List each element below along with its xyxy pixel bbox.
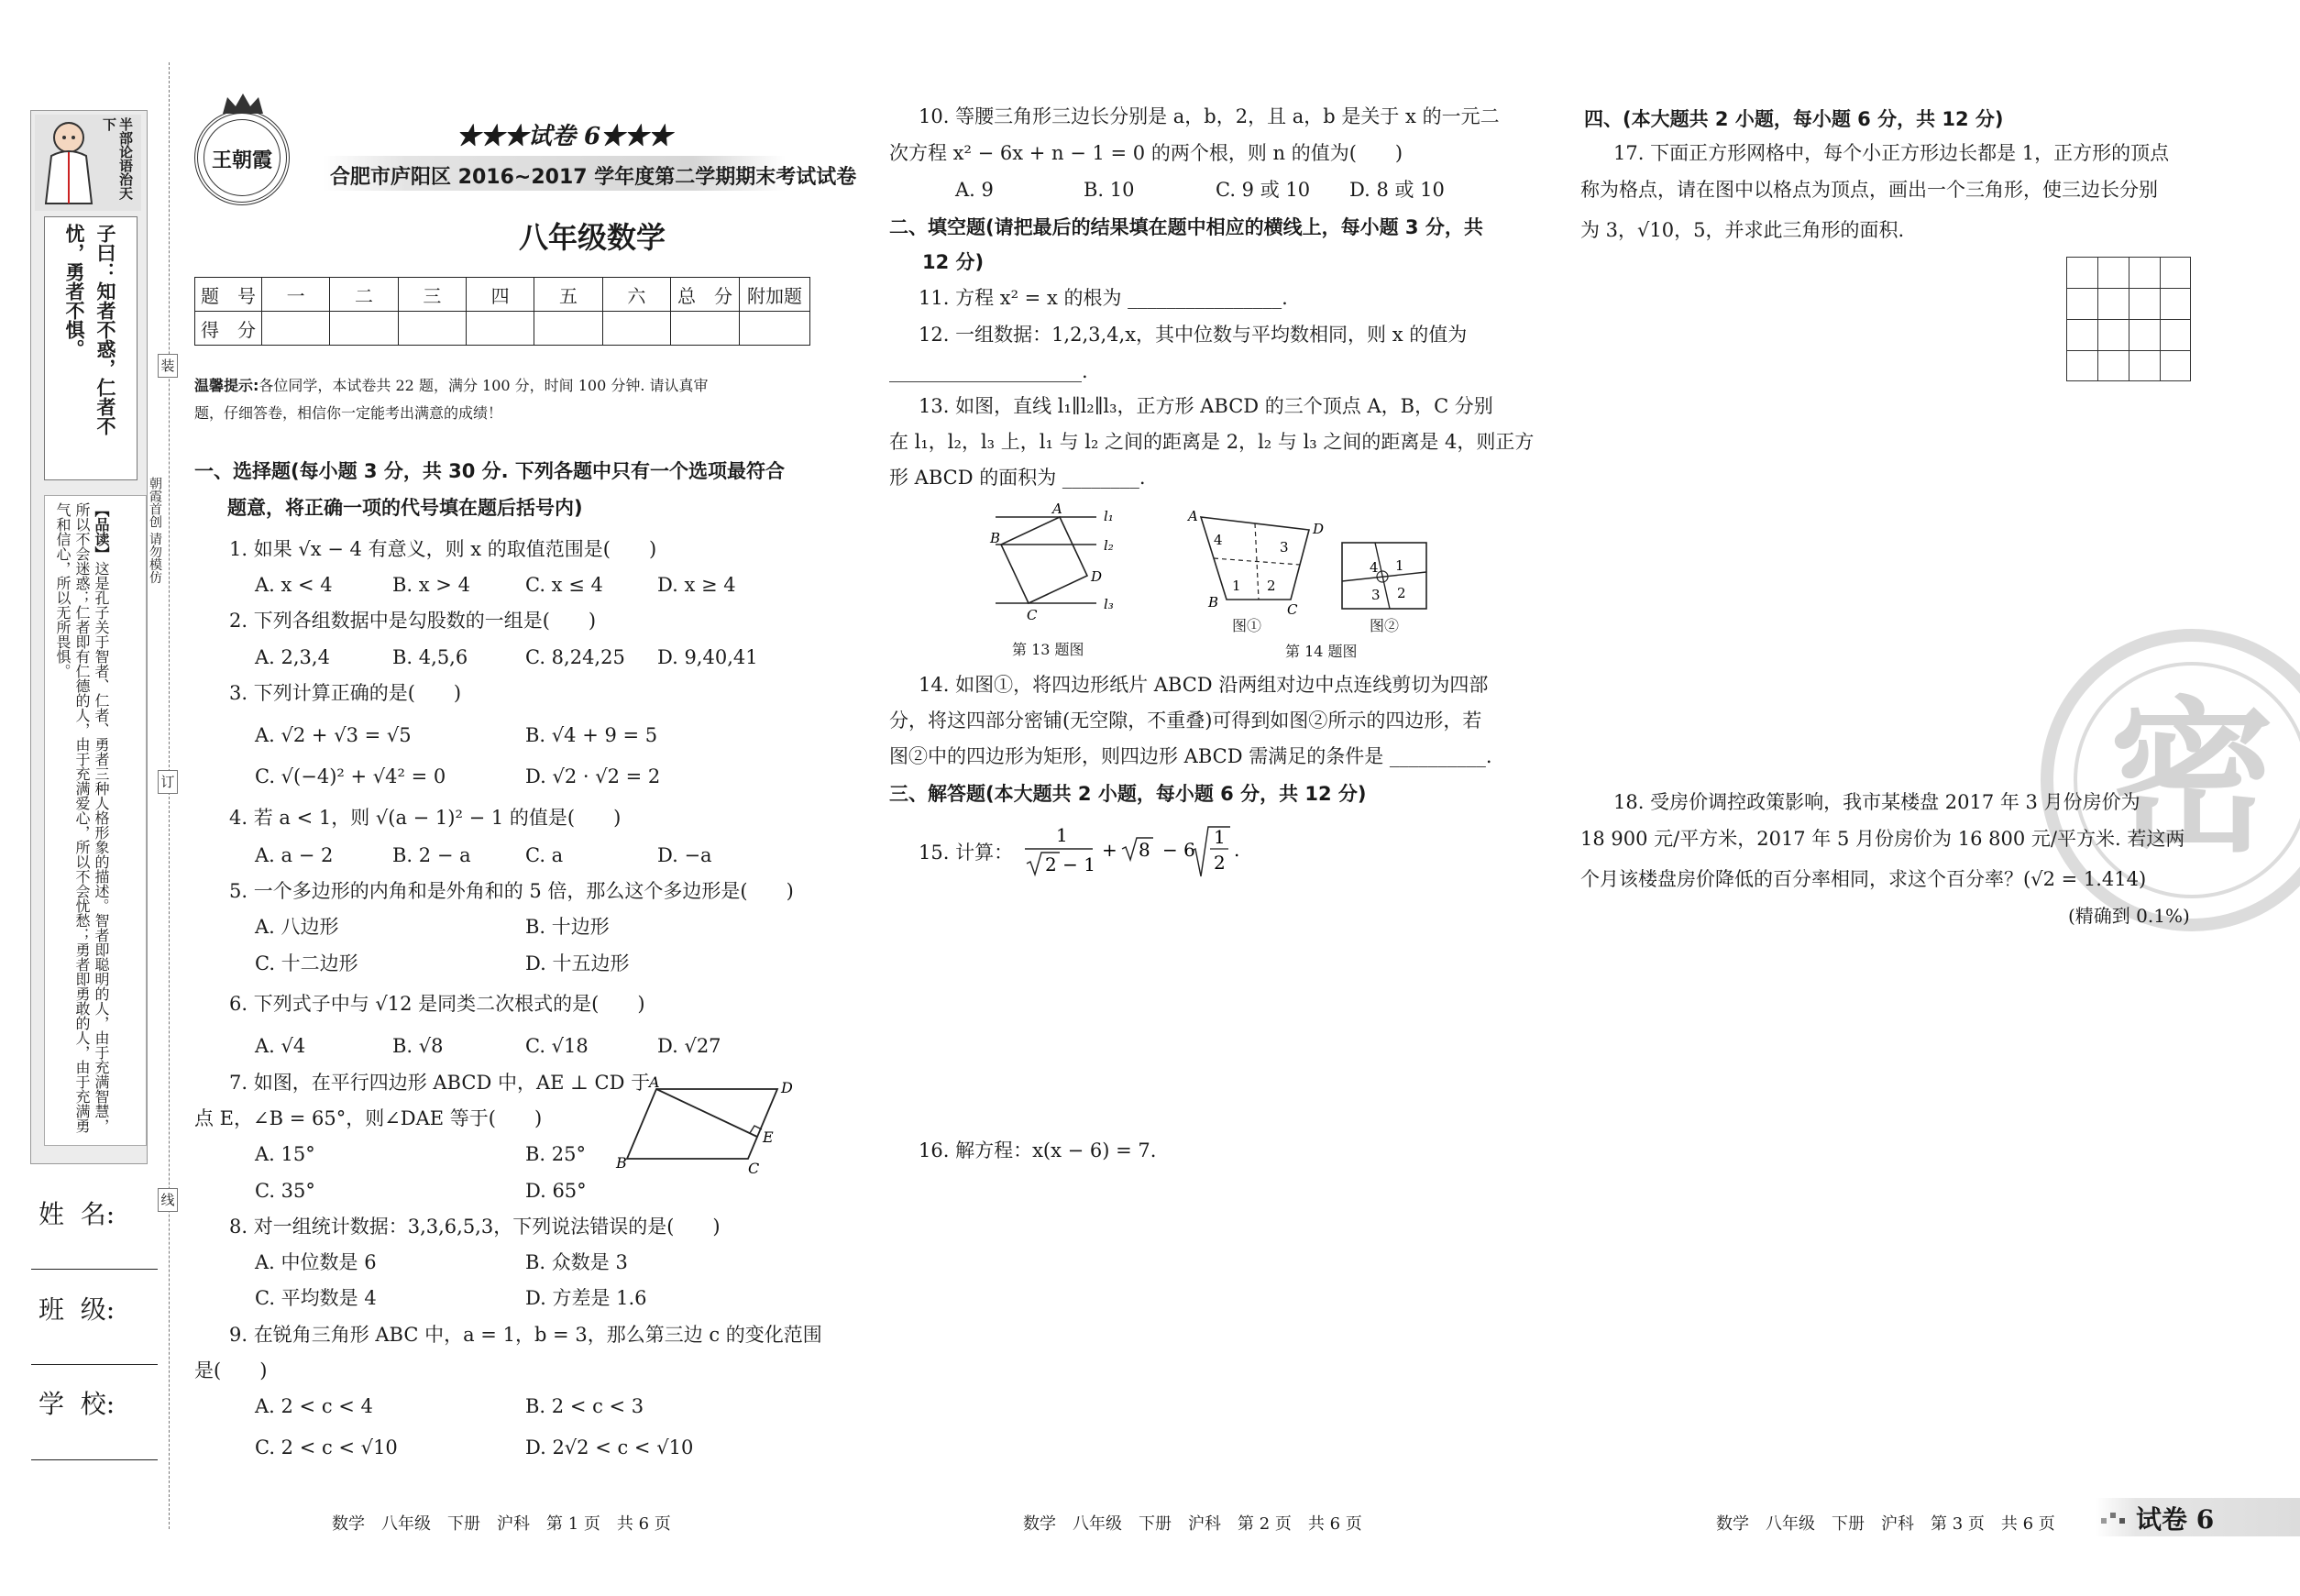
svg-text:1: 1 bbox=[1055, 824, 1068, 846]
q14-line1: 14. 如图①，将四边形纸片 ABCD 沿两组对边中点连线剪切为四部 bbox=[919, 674, 1489, 696]
q7-line1: 7. 如图，在平行四边形 ABCD 中，AE ⊥ CD 于 bbox=[229, 1072, 651, 1094]
q10-opt-c: C. 9 或 10 bbox=[1216, 179, 1311, 201]
q1-opt-c: C. x ≤ 4 bbox=[525, 574, 603, 596]
q7-opt-d: D. 65° bbox=[525, 1180, 587, 1202]
score-header: 五 bbox=[534, 278, 602, 312]
q18-line4: (精确到 0.1%) bbox=[2068, 905, 2190, 927]
q3-opt-a: A. √2 + √3 = √5 bbox=[255, 724, 412, 746]
svg-text:2 − 1: 2 − 1 bbox=[1044, 853, 1095, 875]
q13-line2: 在 l₁，l₂，l₃ 上，l₁ 与 l₂ 之间的距离是 2，l₂ 与 l₃ 之间的距离是 4，则正方 bbox=[889, 431, 1535, 453]
score-table bbox=[194, 277, 810, 346]
q15-expression bbox=[1019, 823, 1267, 880]
q4-opt-d: D. −a bbox=[657, 844, 712, 866]
svg-text:B: B bbox=[990, 530, 1001, 546]
score-cell[interactable] bbox=[398, 312, 466, 346]
score-header: 附加题 bbox=[740, 278, 810, 312]
q10-opt-d: D. 8 或 10 bbox=[1349, 179, 1445, 201]
score-table-score-row bbox=[195, 312, 810, 346]
q10-line1: 10. 等腰三角形三边长分别是 a，b，2，且 a，b 是关于 x 的一元二 bbox=[919, 105, 1500, 127]
q4: 4. 若 a < 1，则 √(a − 1)² − 1 的值是( ) bbox=[229, 807, 622, 829]
q13-line3: 形 ABCD 的面积为 ________. bbox=[889, 467, 1146, 489]
q6: 6. 下列式子中与 √12 是同类二次根式的是( ) bbox=[229, 993, 645, 1015]
q1: 1. 如果 √x − 4 有意义，则 x 的取值范围是( ) bbox=[229, 538, 657, 560]
fig14b-caption: 图② bbox=[1370, 617, 1400, 634]
q14-line2: 分，将这四部分密铺(无空隙，不重叠)可得到如图②所示的四边形，若 bbox=[889, 710, 1482, 732]
svg-text:− 6: − 6 bbox=[1161, 839, 1195, 861]
svg-text:C: C bbox=[748, 1160, 760, 1177]
svg-text:4: 4 bbox=[1370, 559, 1379, 576]
score-cell[interactable] bbox=[262, 312, 330, 346]
q5-opt-a: A. 八边形 bbox=[255, 916, 339, 938]
fig14a-caption: 图① bbox=[1232, 617, 1262, 634]
q4-opt-c: C. a bbox=[525, 844, 564, 866]
q8-opt-b: B. 众数是 3 bbox=[525, 1251, 628, 1273]
svg-text:C: C bbox=[1027, 607, 1038, 623]
secret-stamp-text: 密 bbox=[2108, 683, 2274, 875]
q2-opt-c: C. 8,24,25 bbox=[525, 646, 625, 668]
brand-logo-text: 王朝霞 bbox=[211, 149, 272, 172]
q2-opt-b: B. 4,5,6 bbox=[392, 646, 468, 668]
cut-mark-2: 订 bbox=[158, 770, 178, 794]
class-field[interactable] bbox=[31, 1364, 158, 1365]
q17-line3: 为 3，√10，5，并求此三角形的面积. bbox=[1580, 219, 1905, 241]
score-header: 一 bbox=[262, 278, 330, 312]
q8-opt-d: D. 方差是 1.6 bbox=[525, 1287, 647, 1309]
score-header: 总 分 bbox=[671, 278, 740, 312]
q18-line2: 18 900 元/平方米，2017 年 5 月份房价为 16 800 元/平方米. 若这两 bbox=[1580, 828, 2185, 850]
school-label: 学 校: bbox=[39, 1389, 116, 1419]
q5: 5. 一个多边形的内角和是外角和的 5 倍，那么这个多边形是( ) bbox=[229, 880, 794, 902]
q10-line2: 次方程 x² − 6x + n − 1 = 0 的两个根，则 n 的值为( ) bbox=[889, 142, 1403, 164]
svg-text:A: A bbox=[649, 1076, 660, 1091]
q2: 2. 下列各组数据中是勾股数的一组是( ) bbox=[229, 610, 597, 632]
motto-small: 半部论语治天下 bbox=[101, 117, 134, 200]
q9-opt-d: D. 2√2 < c < √10 bbox=[525, 1436, 694, 1458]
svg-text:2: 2 bbox=[1213, 852, 1226, 874]
cut-line bbox=[169, 62, 170, 1529]
name-label: 姓 名: bbox=[39, 1199, 116, 1229]
crown-icon bbox=[220, 92, 266, 119]
q12-line2: ____________________. bbox=[889, 360, 1088, 382]
q9-opt-c: C. 2 < c < √10 bbox=[255, 1436, 398, 1458]
svg-text:.: . bbox=[1233, 839, 1240, 861]
q5-opt-b: B. 十边形 bbox=[525, 916, 610, 938]
q6-opt-a: A. √4 bbox=[255, 1035, 306, 1057]
commentary-label: 【品读】 bbox=[93, 502, 110, 561]
q9-line2: 是( ) bbox=[194, 1359, 268, 1381]
svg-text:4: 4 bbox=[1214, 532, 1223, 548]
q10-opt-a: A. 9 bbox=[955, 179, 994, 201]
q1-opt-a: A. x < 4 bbox=[255, 574, 333, 596]
confucius-portrait bbox=[39, 116, 99, 207]
q5-opt-c: C. 十二边形 bbox=[255, 952, 358, 974]
footer-page2: 数学 八年级 下册 沪科 第 2 页 共 6 页 bbox=[1023, 1514, 1362, 1534]
q3-opt-c: C. √(−4)² + √4² = 0 bbox=[255, 765, 446, 787]
q1-opt-d: D. x ≥ 4 bbox=[657, 574, 736, 596]
section1-title-2: 题意，将正确一项的代号填在题后括号内) bbox=[227, 497, 583, 519]
q6-opt-d: D. √27 bbox=[657, 1035, 721, 1057]
q8-opt-c: C. 平均数是 4 bbox=[255, 1287, 377, 1309]
score-row-label: 得 分 bbox=[195, 312, 262, 346]
tip-line1 bbox=[194, 372, 709, 400]
svg-text:+: + bbox=[1101, 839, 1117, 861]
section4-title: 四、(本大题共 2 小题，每小题 6 分，共 12 分) bbox=[1584, 108, 2004, 130]
score-header: 四 bbox=[466, 278, 534, 312]
q3: 3. 下列计算正确的是( ) bbox=[229, 682, 462, 704]
score-cell[interactable] bbox=[740, 312, 810, 346]
section1-title-1: 一、选择题(每小题 3 分，共 30 分. 下列各题中只有一个选项最符合 bbox=[194, 460, 785, 482]
q7-opt-b: B. 25° bbox=[525, 1143, 587, 1165]
svg-text:1: 1 bbox=[1213, 826, 1226, 848]
q9-opt-a: A. 2 < c < 4 bbox=[255, 1395, 373, 1417]
svg-text:2: 2 bbox=[1397, 585, 1406, 601]
q13-line1: 13. 如图，直线 l₁∥l₂∥l₃，正方形 ABCD 的三个顶点 A，B，C 分别 bbox=[919, 395, 1493, 417]
brand-note: 朝霞首创 请勿模仿 bbox=[148, 477, 162, 584]
score-header: 三 bbox=[398, 278, 466, 312]
q3-opt-d: D. √2 · √2 = 2 bbox=[525, 765, 661, 787]
commentary-text bbox=[53, 502, 111, 1135]
name-field[interactable] bbox=[31, 1269, 158, 1270]
svg-text:8: 8 bbox=[1138, 839, 1150, 861]
q15-label: 15. 计算： bbox=[919, 842, 1014, 864]
section3-title: 三、解答题(本大题共 2 小题，每小题 6 分，共 12 分) bbox=[889, 783, 1367, 805]
svg-text:l₃: l₃ bbox=[1104, 596, 1114, 612]
q1-opt-b: B. x > 4 bbox=[392, 574, 470, 596]
subject-title: 八年级数学 bbox=[519, 220, 666, 255]
q6-opt-b: B. √8 bbox=[392, 1035, 444, 1057]
q17-line2: 称为格点，请在图中以格点为顶点，画出一个三角形，使三边长分别 bbox=[1580, 179, 2158, 201]
svg-text:D: D bbox=[1313, 521, 1325, 537]
svg-text:3: 3 bbox=[1280, 539, 1289, 556]
tip-line2: 题，仔细答卷，相信你一定能考出满意的成绩！ bbox=[194, 404, 503, 422]
fig14b bbox=[1338, 539, 1430, 616]
svg-text:D: D bbox=[781, 1079, 793, 1096]
fig14-caption: 第 14 题图 bbox=[1285, 643, 1358, 660]
q5-opt-d: D. 十五边形 bbox=[525, 952, 630, 974]
fig13 bbox=[986, 502, 1151, 634]
q7-figure bbox=[612, 1076, 796, 1181]
q18-line3: 个月该楼盘房价降低的百分率相同，求这个百分率？(√2 = 1.414) bbox=[1580, 868, 2147, 890]
score-header: 二 bbox=[330, 278, 398, 312]
q3-opt-b: B. √4 + 9 = 5 bbox=[525, 724, 658, 746]
q16: 16. 解方程：x(x − 6) = 7. bbox=[919, 1139, 1157, 1161]
q9-line1: 9. 在锐角三角形 ABC 中，a = 1，b = 3，那么第三边 c 的变化范围 bbox=[229, 1324, 822, 1346]
q2-opt-d: D. 9,40,41 bbox=[657, 646, 758, 668]
section2-title-1: 二、填空题(请把最后的结果填在题中相应的横线上，每小题 3 分，共 bbox=[889, 216, 1483, 238]
fig13-caption: 第 13 题图 bbox=[1012, 641, 1084, 658]
q9-opt-b: B. 2 < c < 3 bbox=[525, 1395, 644, 1417]
score-cell[interactable] bbox=[330, 312, 398, 346]
svg-text:1: 1 bbox=[1232, 578, 1241, 594]
q18-line1: 18. 受房价调控政策影响，我市某楼盘 2017 年 3 月份房价为 bbox=[1613, 791, 2140, 813]
q4-opt-b: B. 2 − a bbox=[392, 844, 471, 866]
q4-opt-a: A. a − 2 bbox=[255, 844, 334, 866]
fig14a bbox=[1184, 508, 1331, 622]
paper-number: ★★★试卷 6★★★ bbox=[457, 123, 673, 150]
footer-dots bbox=[2099, 1507, 2132, 1531]
footer-page1: 数学 八年级 下册 沪科 第 1 页 共 6 页 bbox=[332, 1514, 671, 1534]
tip-label: 温馨提示: bbox=[194, 377, 259, 394]
q17-grid[interactable] bbox=[2066, 257, 2191, 381]
svg-text:D: D bbox=[1091, 568, 1103, 585]
footer-page3: 数学 八年级 下册 沪科 第 3 页 共 6 页 bbox=[1716, 1514, 2055, 1534]
svg-text:3: 3 bbox=[1371, 587, 1381, 603]
q10-opt-b: B. 10 bbox=[1084, 179, 1135, 201]
svg-text:l₂: l₂ bbox=[1104, 537, 1114, 554]
q7-opt-a: A. 15° bbox=[255, 1143, 315, 1165]
footer-paper-tag: 试卷 6 bbox=[2136, 1504, 2215, 1535]
section2-title-2: 12 分) bbox=[922, 251, 985, 273]
q14-line3: 图②中的四边形为矩形，则四边形 ABCD 需满足的条件是 __________. bbox=[889, 745, 1492, 767]
q7-opt-c: C. 35° bbox=[255, 1180, 315, 1202]
q8-opt-a: A. 中位数是 6 bbox=[255, 1251, 377, 1273]
svg-text:1: 1 bbox=[1395, 557, 1404, 574]
svg-text:A: A bbox=[1052, 502, 1062, 517]
svg-text:A: A bbox=[1188, 508, 1198, 524]
q17-line1: 17. 下面正方形网格中，每个小正方形边长都是 1，正方形的顶点 bbox=[1613, 142, 2170, 164]
cut-mark-3: 线 bbox=[158, 1188, 178, 1212]
score-header: 题 号 bbox=[195, 278, 262, 312]
cut-mark-1: 装 bbox=[158, 354, 178, 378]
score-table-header-row bbox=[195, 278, 810, 312]
score-cell[interactable] bbox=[534, 312, 602, 346]
quote-text: 子曰：知者不惑，仁者不忧，勇者不惧。 bbox=[63, 224, 116, 435]
svg-text:E: E bbox=[763, 1128, 774, 1146]
q8: 8. 对一组统计数据：3,3,6,5,3，下列说法错误的是( ) bbox=[229, 1216, 721, 1238]
svg-text:C: C bbox=[1287, 601, 1298, 618]
commentary-body: 这是孔子关于智者、仁者、勇者三种人格形象的描述。智者即聪明的人，由于充满智慧，所以不会迷惑；仁者即有仁德的人，由于充满爱心，所以不会忧愁；勇者即勇敢的人，由于充满勇气和信心，所以无所畏惧。 bbox=[54, 502, 110, 1133]
svg-text:l₁: l₁ bbox=[1104, 508, 1114, 524]
tip-text-1: 各位同学，本试卷共 22 题，满分 100 分，时间 100 分钟. 请认真审 bbox=[259, 377, 709, 394]
q11: 11. 方程 x² = x 的根为 ________________. bbox=[919, 287, 1288, 309]
school-field[interactable] bbox=[31, 1459, 158, 1460]
class-label: 班 级: bbox=[39, 1294, 116, 1325]
q2-opt-a: A. 2,3,4 bbox=[255, 646, 330, 668]
exam-title: 合肥市庐阳区 2016~2017 学年度第二学期期末考试试卷 bbox=[330, 166, 857, 189]
score-header: 六 bbox=[602, 278, 670, 312]
score-cell[interactable] bbox=[602, 312, 670, 346]
q15 bbox=[919, 823, 1267, 880]
svg-text:B: B bbox=[616, 1154, 627, 1172]
brand-logo bbox=[194, 110, 290, 205]
q7-line2: 点 E，∠B = 65°，则∠DAE 等于( ) bbox=[194, 1107, 543, 1129]
q6-opt-c: C. √18 bbox=[525, 1035, 589, 1057]
q12-line1: 12. 一组数据：1,2,3,4,x，其中位数与平均数相同，则 x 的值为 bbox=[919, 324, 1468, 346]
svg-text:2: 2 bbox=[1267, 578, 1276, 594]
score-cell[interactable] bbox=[466, 312, 534, 346]
score-cell[interactable] bbox=[671, 312, 740, 346]
svg-text:B: B bbox=[1208, 594, 1219, 611]
